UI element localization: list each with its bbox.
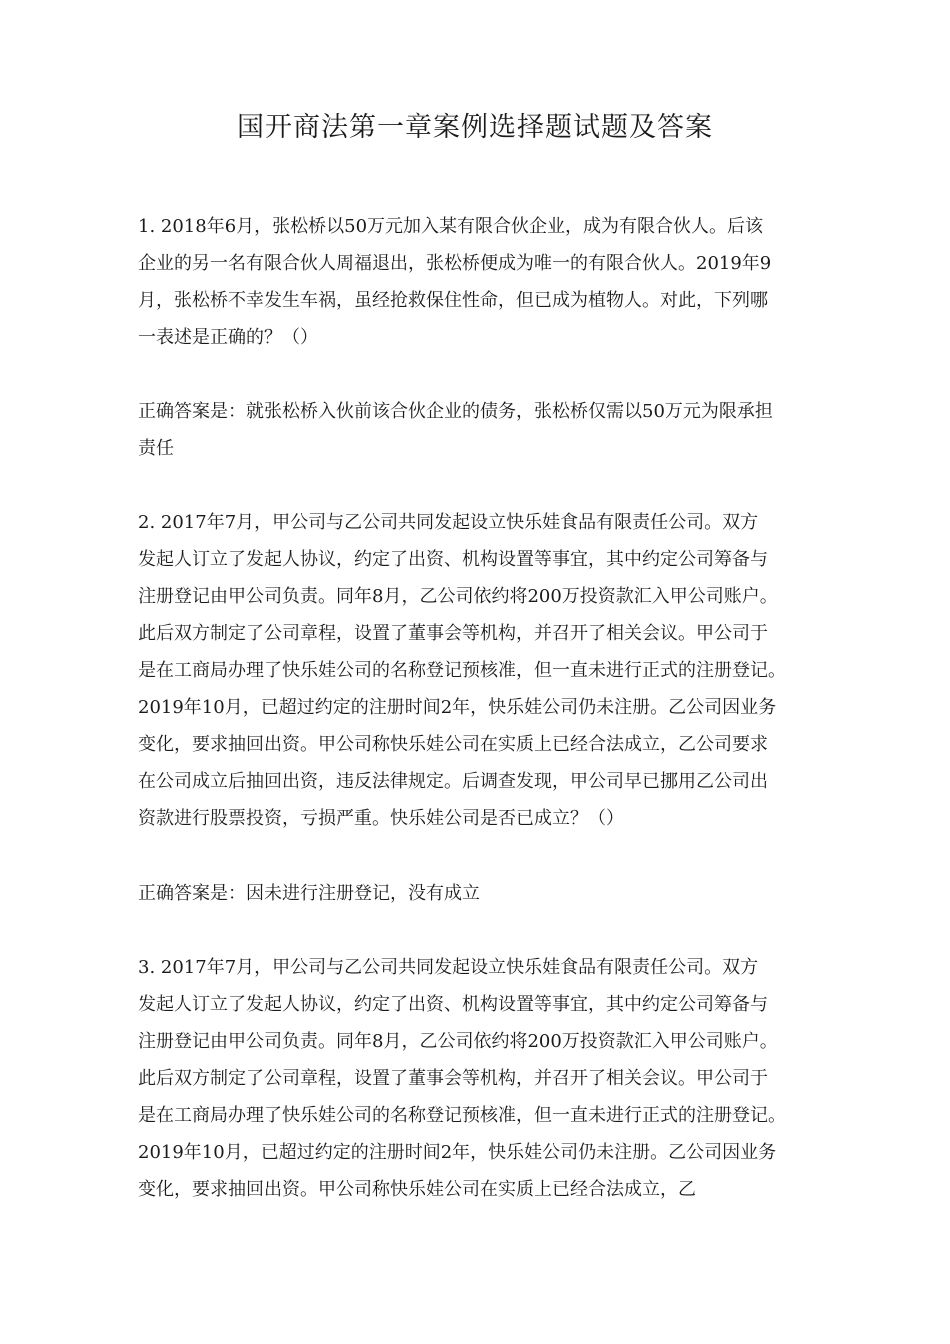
- q1-line-3: 月，张松桥不幸发生车祸，虽经抢救保住性命，但已成为植物人。对此，下列哪: [138, 290, 768, 311]
- q3-line-2: 发起人订立了发起人协议，约定了出资、机构设置等事宜，其中约定公司筹备与: [138, 994, 768, 1015]
- q3-line-4: 此后双方制定了公司章程，设置了董事会等机构，并召开了相关会议。甲公司于: [138, 1068, 768, 1089]
- q1-answer-line-2: 责任: [138, 438, 174, 459]
- q2-line-8: 在公司成立后抽回出资，违反法律规定。后调查发现，甲公司早已挪用乙公司出: [138, 771, 768, 792]
- q1-answer-line-1: 正确答案是：就张松桥入伙前该合伙企业的债务，张松桥仅需以50万元为限承担: [138, 401, 773, 422]
- q2-line-9: 资款进行股票投资，亏损严重。快乐娃公司是否已成立？（）: [138, 808, 624, 829]
- q2-answer-line-1: 正确答案是：因未进行注册登记，没有成立: [138, 883, 480, 904]
- q2-line-3: 注册登记由甲公司负责。同年8月，乙公司依约将200万投资款汇入甲公司账户。: [138, 586, 778, 607]
- q2-line-7: 变化，要求抽回出资。甲公司称快乐娃公司在实质上已经合法成立，乙公司要求: [138, 734, 768, 755]
- q3-line-5: 是在工商局办理了快乐娃公司的名称登记预核准，但一直未进行正式的注册登记。: [138, 1105, 786, 1126]
- q2-line-4: 此后双方制定了公司章程，设置了董事会等机构，并召开了相关会议。甲公司于: [138, 623, 768, 644]
- q2-line-2: 发起人订立了发起人协议，约定了出资、机构设置等事宜，其中约定公司筹备与: [138, 549, 768, 570]
- q1-line-1: 1. 2018年6月，张松桥以50万元加入某有限合伙企业，成为有限合伙人。后该: [138, 216, 764, 237]
- q1-line-4: 一表述是正确的？（）: [138, 327, 318, 348]
- document-title: 国开商法第一章案例选择题试题及答案: [237, 112, 713, 143]
- q2-line-5: 是在工商局办理了快乐娃公司的名称登记预核准，但一直未进行正式的注册登记。: [138, 660, 786, 681]
- q2-line-6: 2019年10月，已超过约定的注册时间2年，快乐娃公司仍未注册。乙公司因业务: [138, 697, 777, 718]
- q3-line-6: 2019年10月，已超过约定的注册时间2年，快乐娃公司仍未注册。乙公司因业务: [138, 1142, 777, 1163]
- q3-line-3: 注册登记由甲公司负责。同年8月，乙公司依约将200万投资款汇入甲公司账户。: [138, 1031, 778, 1052]
- q2-line-1: 2. 2017年7月，甲公司与乙公司共同发起设立快乐娃食品有限责任公司。双方: [138, 512, 759, 533]
- q3-line-1: 3. 2017年7月，甲公司与乙公司共同发起设立快乐娃食品有限责任公司。双方: [138, 957, 759, 978]
- q3-line-7: 变化，要求抽回出资。甲公司称快乐娃公司在实质上已经合法成立，乙: [138, 1179, 696, 1200]
- q1-line-2: 企业的另一名有限合伙人周福退出，张松桥便成为唯一的有限合伙人。2019年9: [138, 253, 772, 274]
